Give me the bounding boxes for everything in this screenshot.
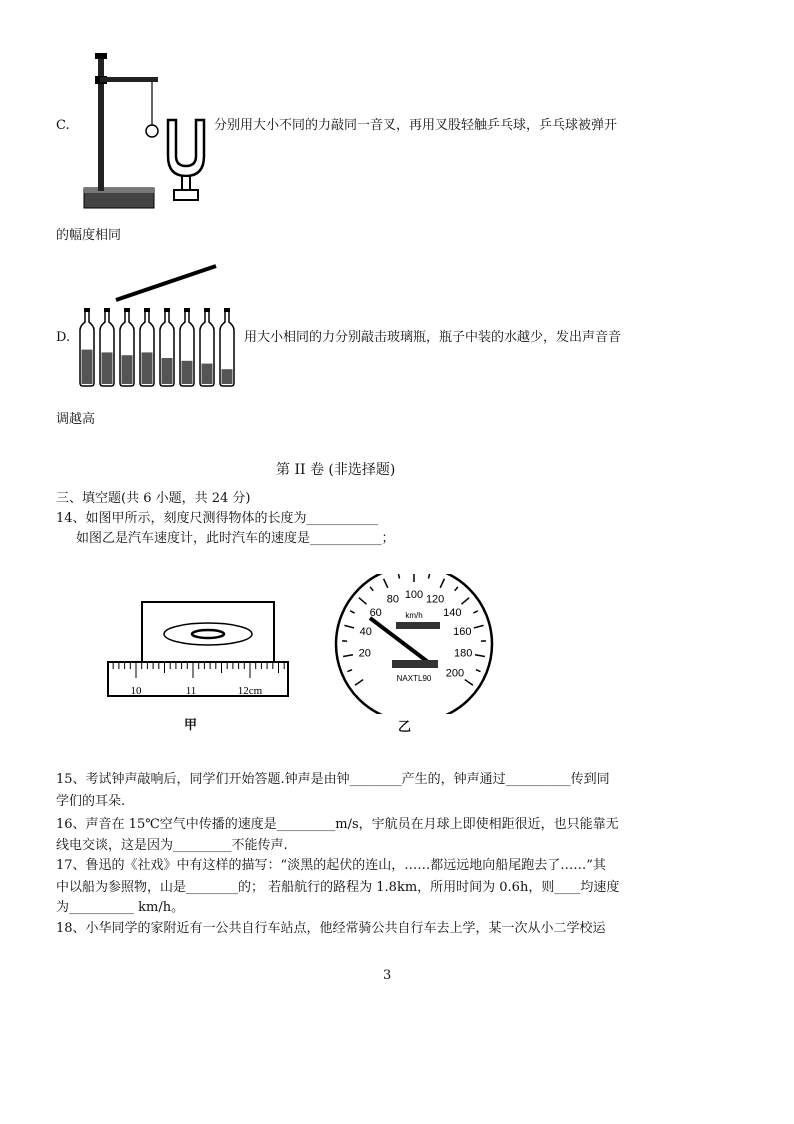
water-level [142, 352, 153, 384]
bottle [200, 308, 214, 386]
q14-blank1: ___________ [306, 511, 379, 526]
section-title: 第 II 卷 (非选择题) [276, 462, 396, 478]
water-level [182, 361, 193, 384]
page-number: 3 [383, 968, 392, 983]
figure-yi-label: 乙 [398, 720, 412, 735]
q14-text1: 14、如图甲所示，刻度尺测得物体的长度为 [56, 511, 307, 526]
option-c-text-cont: 的幅度相同 [56, 228, 122, 243]
dial-number: 160 [453, 626, 472, 639]
water-level [162, 358, 173, 384]
ruler-figure [104, 600, 304, 700]
water-level [222, 369, 233, 384]
dial-number: 100 [404, 589, 424, 601]
figure-jia-label: 甲 [184, 718, 198, 733]
bottle [140, 308, 154, 386]
q14-line1 [56, 511, 378, 527]
bottle [180, 308, 194, 386]
water-level [202, 364, 213, 384]
dial-number: 180 [454, 647, 473, 660]
q17-line2: 中以船为参照物，山是________的； 若船航行的路程为 1.8km，所用时间为 0.6h，则____均速度 [56, 880, 620, 895]
speedometer-figure [330, 574, 500, 714]
dial-number: 20 [358, 647, 371, 660]
water-level [122, 355, 133, 384]
option-c-letter: C. [56, 118, 70, 133]
bottle [120, 308, 134, 386]
ruler-tick-label-10: 10 [130, 685, 142, 697]
dial-number: 120 [425, 593, 445, 606]
bottle [80, 308, 94, 386]
q14-blank2: ___________； [310, 531, 395, 546]
bottle [160, 308, 174, 386]
water-level [102, 352, 113, 384]
q16-line1: 16、声音在 15℃空气中传播的速度是_________m/s，宇航员在月球上即使相距很近，也只能靠无 [56, 817, 619, 832]
q14-text2: 如图乙是汽车速度计，此时汽车的速度是 [76, 531, 311, 546]
ruler-tick-label-12cm: 12cm [237, 685, 263, 697]
q17-line3: 为__________ km/h。 [56, 900, 185, 915]
dial-number: 140 [443, 606, 462, 619]
q16-line2: 线电交谈，这是因为_________不能传声. [56, 838, 288, 853]
bottle [100, 308, 114, 386]
dial-number: 60 [369, 606, 382, 619]
water-level [82, 350, 93, 384]
option-d-text-cont: 调越高 [56, 412, 96, 427]
dial-number: 200 [445, 667, 465, 680]
ruler-tick-label-11: 11 [185, 685, 197, 697]
part3-heading: 三、填空题(共 6 小题，共 24 分) [56, 491, 251, 506]
dial-number: 40 [359, 626, 372, 639]
tuning-fork-pendulum-figure [80, 48, 212, 214]
speedometer-unit: km/h [405, 611, 423, 620]
bottle [220, 308, 234, 386]
q17-line1: 17、鲁迅的《社戏》中有这样的描写：“淡黑的起伏的连山，……都远远地向船尾跑去了……”其 [56, 858, 606, 873]
option-d-letter: D. [56, 330, 71, 345]
glass-bottles-figure [76, 260, 246, 390]
q18-line1: 18、小华同学的家附近有一公共自行车站点，他经常骑公共自行车去上学，某一次从小二学校运 [56, 921, 606, 936]
dial-number: 80 [386, 593, 399, 606]
option-d-text: 用大小相同的力分别敲击玻璃瓶，瓶子中装的水越少，发出声音音 [244, 330, 622, 345]
q14-line2 [76, 531, 395, 547]
q15-line1: 15、考试钟声敲响后，同学们开始答题.钟声是由钟________产生的，钟声通过__________传到同 [56, 772, 610, 787]
q15-line2: 学们的耳朵. [56, 794, 126, 809]
speedometer-brand: NAXTL90 [396, 674, 432, 683]
option-c-text: 分别用大小不同的力敲同一音叉，再用叉股轻触乒乓球，乒乓球被弹开 [214, 118, 618, 133]
